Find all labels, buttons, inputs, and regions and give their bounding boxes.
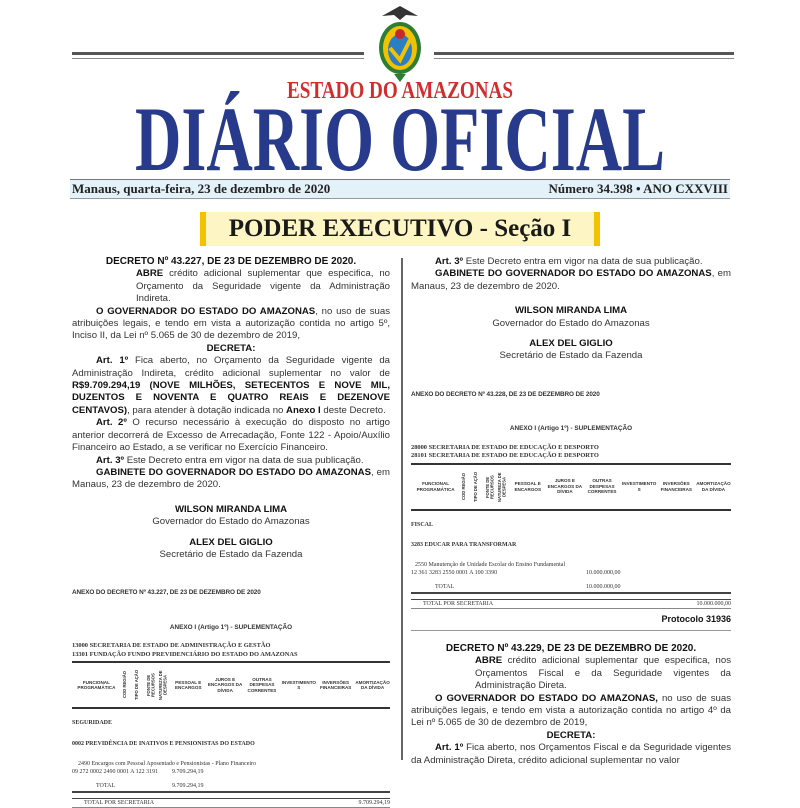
bold-text: Art. 2º xyxy=(96,417,127,429)
total-label: TOTAL POR SECRETARIA xyxy=(423,601,494,608)
column-header: FUNCIONAL PROGRAMÁTICA xyxy=(416,481,455,492)
column-header: PESSOAL E ENCARGOS xyxy=(514,481,542,492)
signature-secretary xyxy=(411,338,731,363)
column-header: JUROS E ENCARGOS DA DÍVIDA xyxy=(207,676,243,693)
masthead-rule-right xyxy=(434,52,734,55)
column-header: PESSOAL E ENCARGOS xyxy=(174,679,202,691)
budget-table-header xyxy=(72,661,390,709)
column-header: INVESTIMENTOS xyxy=(281,679,316,691)
bold-text: ABRE xyxy=(475,655,503,667)
article-1 xyxy=(411,742,731,767)
decreta-heading: DECRETA: xyxy=(206,342,256,354)
bold-text: O GOVERNADOR DO ESTADO DO AMAZONAS, xyxy=(435,692,658,704)
left-column xyxy=(72,256,390,808)
text: O recurso necessário à execução do disposto no artigo anterior decorrerá de Excesso de Arrecadação, Fonte 122 - Apoio/Auxílio Financeiro ao Estado, a se verificar no Exercício Financeiro. xyxy=(72,417,390,454)
organ-code: 28000 SECRETARIA DE ESTADO DE EDUCAÇÃO E DESPORTO xyxy=(411,443,599,451)
text: Fica aberto, nos Orçamentos Fiscal e da Seguridade vigentes da Administração Direta, crédito adicional suplementar no valor xyxy=(411,742,731,766)
decree-preamble xyxy=(411,693,731,730)
row-code: 12 361 3283 2550 0001 A 100 3390 xyxy=(411,570,498,577)
gabinete-closing xyxy=(411,268,731,293)
date-bar xyxy=(70,179,730,199)
budget-row xyxy=(72,768,390,776)
bold-text: Art. 1º xyxy=(435,742,464,754)
program-name: 0002 PREVIDÊNCIA DE INATIVOS E PENSIONISTAS DO ESTADO xyxy=(72,740,255,747)
signer-name: WILSON MIRANDA LIMA xyxy=(174,503,288,515)
text: Este Decreto entra em vigor na data de sua publicação. xyxy=(463,256,703,267)
action-name: 2490 Encargos com Pessoal Aposentado e Pensionistas - Plano Financeiro xyxy=(78,760,257,767)
signer-role: Governador do Estado do Amazonas xyxy=(492,317,650,329)
text: , em Manaus, 23 de dezembro de 2020. xyxy=(72,466,390,491)
program-name: 3283 EDUCAR PARA TRANSFORMAR xyxy=(411,542,517,549)
decree-title: DECRETO Nº 43.227, DE 23 DE DEZEMBRO DE 2020. xyxy=(105,256,357,267)
column-header: INVERSÕES FINANCEIRAS xyxy=(660,481,693,492)
bold-text: ABRE xyxy=(136,268,164,280)
total-by-secretariat-row xyxy=(72,798,390,808)
text: , em Manaus, 23 de dezembro de 2020. xyxy=(411,268,731,292)
bold-text: R$9.709.294,19 (NOVE MILHÕES, SETECENTOS E NOVE MIL, DUZENTOS E NOVENTA E QUATRO REAIS E DEZENOVE CENTAVOS) xyxy=(72,380,390,416)
signer-name: ALEX DEL GIGLIO xyxy=(189,536,273,548)
total-row xyxy=(72,782,390,793)
text: deste Decreto. xyxy=(320,404,386,416)
total-label: TOTAL xyxy=(96,782,116,789)
unit-code: 13301 FUNDAÇÃO FUNDO PREVIDENCIÁRIO DO ESTADO DO AMAZONAS xyxy=(72,650,298,658)
protocol-number: Protocolo 31936 xyxy=(411,613,731,630)
article-3 xyxy=(72,455,390,467)
text: , para atender à dotação indicada no xyxy=(127,404,287,416)
column-header: INVESTIMENTOS xyxy=(621,481,657,492)
bold-text: Art. 3º xyxy=(435,256,464,267)
text: Este Decreto entra em vigor na data de sua publicação. xyxy=(124,454,364,466)
column-header: FUNCIONAL PROGRAMÁTICA xyxy=(77,679,116,691)
column-header: NATUREZA DE DESPESA xyxy=(157,670,168,700)
column-header: NATUREZA DE DESPESA xyxy=(497,471,507,502)
organ-heading xyxy=(72,642,390,659)
column-header: FONTE DE RECURSOS xyxy=(145,673,156,698)
annex-subtitle: ANEXO I (Artigo 1º) - SUPLEMENTAÇÃO xyxy=(169,623,293,631)
state-name: ESTADO DO AMAZONAS xyxy=(287,78,513,104)
row-code: 09 272 0002 2490 0001 A 122 3191 xyxy=(72,768,159,775)
total-value: 9.709.294,19 xyxy=(358,799,390,806)
text: crédito adicional suplementar que especifica, nos Orçamentos Fiscal e da Seguridade vigentes da Administração Direta. xyxy=(475,655,731,692)
text: no uso de suas atribuições legais, e tendo em vista a autorização contida no artigo 4º da Lei nº 5.065 de 30 de dezembro de 2019, xyxy=(411,692,731,729)
column-header: TIPO DE AÇÃO xyxy=(473,471,479,502)
column-header: OUTRAS DESPESAS CORRENTES xyxy=(587,478,617,495)
text: crédito adicional suplementar que especifica, no Orçamento da Seguridade vigente da Administração Indireta. xyxy=(136,268,390,305)
signature-secretary xyxy=(72,537,390,562)
unit-code: 28101 SECRETARIA DE ESTADO DE EDUCAÇÃO E DESPORTO xyxy=(411,452,599,460)
annex-title: ANEXO DO DECRETO Nº 43.228, DE 23 DE DEZEMBRO DE 2020 xyxy=(411,390,600,398)
column-header: AMORTIZAÇÃO DA DÍVIDA xyxy=(696,481,731,492)
signer-role: Secretário de Estado da Fazenda xyxy=(499,350,643,362)
text: Fica aberto, no Orçamento da Seguridade vigente da Administração Indireta, crédito adicional suplementar no valor de xyxy=(72,355,391,379)
bold-text: GABINETE DO GOVERNADOR DO ESTADO DO AMAZONAS xyxy=(96,466,371,478)
total-value: 10.000.000,00 xyxy=(586,584,621,591)
decree-preamble xyxy=(72,306,390,343)
total-value: 10.000.000,00 xyxy=(696,601,731,608)
total-label: TOTAL POR SECRETARIA xyxy=(84,799,155,806)
section-banner xyxy=(200,212,600,246)
organ-code: 13000 SECRETARIA DE ESTADO DE ADMINISTRAÇÃO E GESTÃO xyxy=(72,642,271,650)
bold-text: Anexo I xyxy=(286,404,321,416)
annex-title: ANEXO DO DECRETO Nº 43.227, DE 23 DE DEZEMBRO DE 2020 xyxy=(72,589,261,597)
function-area: SEGURIDADE xyxy=(72,720,113,727)
signature-governor xyxy=(72,504,390,529)
decree-ementa xyxy=(72,268,390,305)
annex-subtitle: ANEXO I (Artigo 1º) - SUPLEMENTAÇÃO xyxy=(509,425,633,433)
column-header: COD REGIÃO xyxy=(461,473,467,501)
newspaper-title: DIÁRIO OFICIAL xyxy=(135,88,665,174)
organ-heading xyxy=(411,444,731,461)
right-column xyxy=(411,256,731,767)
budget-row xyxy=(411,569,731,577)
total-value: 9.709.294,19 xyxy=(172,782,204,789)
column-header: AMORTIZAÇÃO DA DÍVIDA xyxy=(355,679,390,691)
signature-governor xyxy=(411,305,731,330)
column-header: OUTRAS DESPESAS CORRENTES xyxy=(247,676,277,693)
total-by-secretariat-row xyxy=(411,599,731,609)
bold-text: Art. 1º xyxy=(96,355,129,367)
column-header: FONTE DE RECURSOS xyxy=(485,474,495,499)
text: , no uso de suas atribuições legais, e tendo em vista a autorização contida no artigo 5º, Inciso II, da Lei nº 5.065 de 30 de dezembro de 2019, xyxy=(72,305,391,342)
bold-text: O GOVERNADOR DO ESTADO DO AMAZONAS xyxy=(96,305,316,317)
column-header: JUROS E ENCARGOS DA DÍVIDA xyxy=(547,478,583,495)
column-divider xyxy=(401,258,403,760)
article-2 xyxy=(72,417,390,454)
action-name: 2550 Manutenção de Unidade Escolar do Ensino Fundamental xyxy=(415,562,566,569)
coat-of-arms-emblem xyxy=(372,4,428,84)
section-title: PODER EXECUTIVO - Seção I xyxy=(228,215,572,242)
column-header: TIPO DE AÇÃO xyxy=(133,670,139,701)
row-value: 9.709.294,19 xyxy=(172,768,204,775)
edition-number: Número 34.398 • ANO CXXVIII xyxy=(548,181,728,196)
masthead-rule-right-thin xyxy=(434,58,734,59)
total-row xyxy=(411,583,731,594)
gabinete-closing xyxy=(72,467,390,492)
decree-title: DECRETO Nº 43.229, DE 23 DE DEZEMBRO DE 2020. xyxy=(445,642,697,654)
row-value: 10.000.000,00 xyxy=(586,570,621,577)
edition-date: Manaus, quarta-feira, 23 de dezembro de 2020 xyxy=(72,181,331,196)
column-header: COD REGIÃO xyxy=(121,671,127,699)
article-3 xyxy=(411,256,731,268)
signer-role: Secretário de Estado da Fazenda xyxy=(159,548,303,560)
masthead-rule-left xyxy=(72,52,364,55)
signer-name: ALEX DEL GIGLIO xyxy=(529,338,613,350)
decree-ementa xyxy=(411,655,731,692)
column-header: INVERSÕES FINANCEIRAS xyxy=(319,679,352,691)
masthead-rule-left-thin xyxy=(72,58,364,59)
decreta-heading: DECRETA: xyxy=(546,729,596,741)
function-area: FISCAL xyxy=(411,521,434,528)
signer-role: Governador do Estado do Amazonas xyxy=(152,516,310,528)
bold-text: Art. 3º xyxy=(96,454,125,466)
budget-table-header xyxy=(411,463,731,511)
total-label: TOTAL xyxy=(435,584,455,591)
article-1 xyxy=(72,355,390,417)
bold-text: GABINETE DO GOVERNADOR DO ESTADO DO AMAZONAS xyxy=(435,268,712,280)
masthead-title xyxy=(0,74,800,174)
signer-name: WILSON MIRANDA LIMA xyxy=(514,305,628,317)
